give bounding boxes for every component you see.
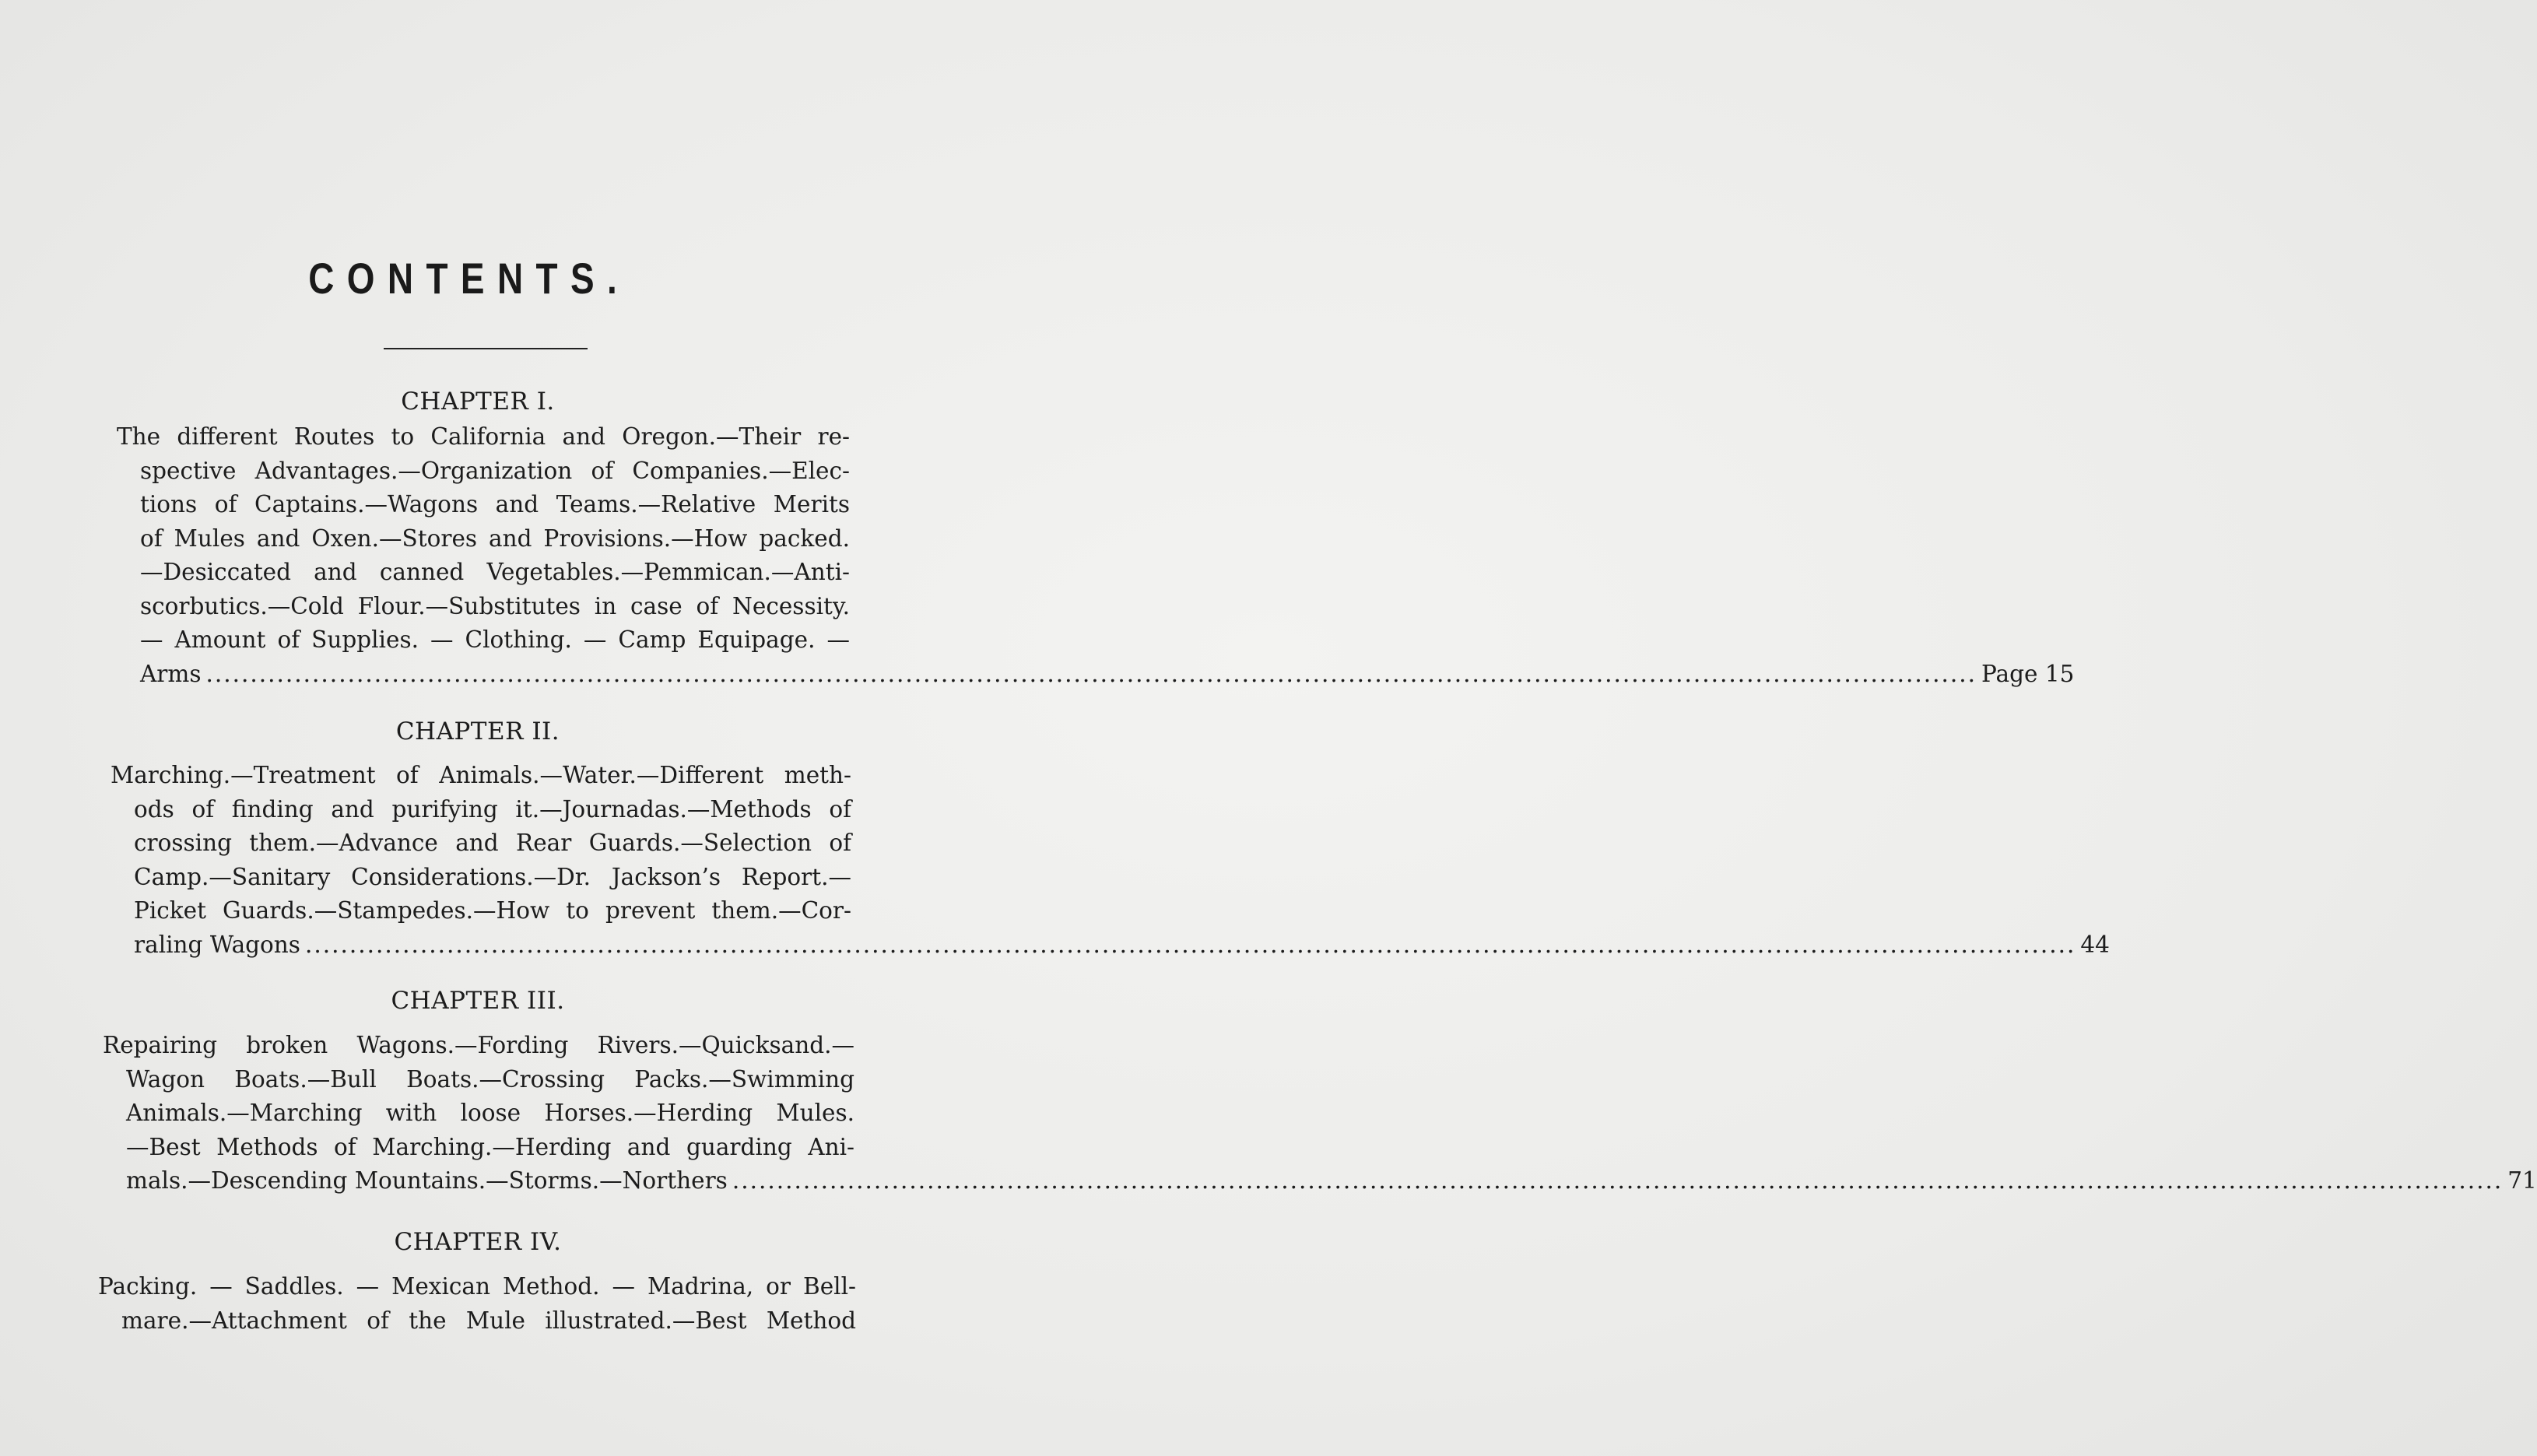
entry-last-text: raling Wagons — [134, 931, 300, 958]
entry-line: spective Advantages.—Organization of Companies.—Elec- — [140, 457, 850, 484]
dot-leader: ........................................................................................................................................................................................................ — [205, 660, 1977, 687]
title-rule — [384, 348, 588, 349]
entry-last-line — [103, 1164, 2537, 1198]
entry-line: crossing them.—Advance and Rear Guards.—Selection of — [134, 830, 851, 856]
dot-leader: ........................................................................................................................................................................................................ — [732, 1167, 2504, 1194]
entry-line: The different Routes to California and Oregon.—Their re- — [117, 423, 850, 450]
entry-line: Picket Guards.—Stampedes.—How to prevent them.—Cor- — [134, 897, 851, 924]
entry-last-text: mals.—Descending Mountains.—Storms.—Northers — [126, 1167, 728, 1194]
entry-line: of Mules and Oxen.—Stores and Provisions.—How packed. — [140, 525, 850, 552]
entry-last-text: Arms — [140, 660, 202, 687]
page-title: CONTENTS. — [308, 254, 630, 303]
entry-last-line — [111, 928, 2110, 963]
chapter-3-heading: CHAPTER III. — [391, 987, 565, 1015]
chapter-4-entry — [98, 1270, 856, 1338]
chapter-4-heading: CHAPTER IV. — [394, 1228, 562, 1256]
page-number: 44 — [2080, 931, 2110, 958]
entry-line: Marching.—Treatment of Animals.—Water.—Different meth- — [111, 762, 851, 788]
entry-line: Animals.—Marching with loose Horses.—Herding Mules. — [126, 1100, 854, 1126]
entry-line: mare.—Attachment of the Mule illustrated.—Best Method — [121, 1307, 856, 1334]
entry-line: —Desiccated and canned Vegetables.—Pemmican.—Anti- — [140, 559, 850, 585]
page-number: 71 — [2507, 1167, 2537, 1194]
entry-line: ods of finding and purifying it.—Journadas.—Methods of — [134, 795, 851, 823]
entry-line: scorbutics.—Cold Flour.—Substitutes in case of Necessity. — [140, 592, 850, 619]
page-number: Page 15 — [1981, 660, 2075, 687]
chapter-3-entry — [103, 1029, 2537, 1198]
entry-line: — Amount of Supplies. — Clothing. — Camp Equipage. — — [140, 626, 850, 653]
entry-line: —Best Methods of Marching.—Herding and guarding Ani- — [126, 1133, 854, 1160]
entry-line: tions of Captains.—Wagons and Teams.—Relative Merits — [140, 491, 850, 517]
entry-line: Camp.—Sanitary Considerations.—Dr. Jackson’s Report.— — [134, 863, 851, 890]
dot-leader: ........................................................................................................................................................................................................ — [304, 931, 2076, 958]
entry-last-line — [117, 658, 2075, 692]
chapter-2-heading: CHAPTER II. — [395, 717, 560, 746]
entry-line: Repairing broken Wagons.—Fording Rivers.—Quicksand.— — [103, 1032, 854, 1058]
entry-line: Wagon Boats.—Bull Boats.—Crossing Packs.—Swimming — [126, 1065, 854, 1093]
chapter-1-entry — [117, 420, 2075, 691]
entry-line: Packing. — Saddles. — Mexican Method. — Madrina, or Bell- — [98, 1273, 856, 1300]
chapter-2-entry — [111, 759, 2110, 962]
chapter-1-heading: CHAPTER I. — [401, 388, 555, 416]
